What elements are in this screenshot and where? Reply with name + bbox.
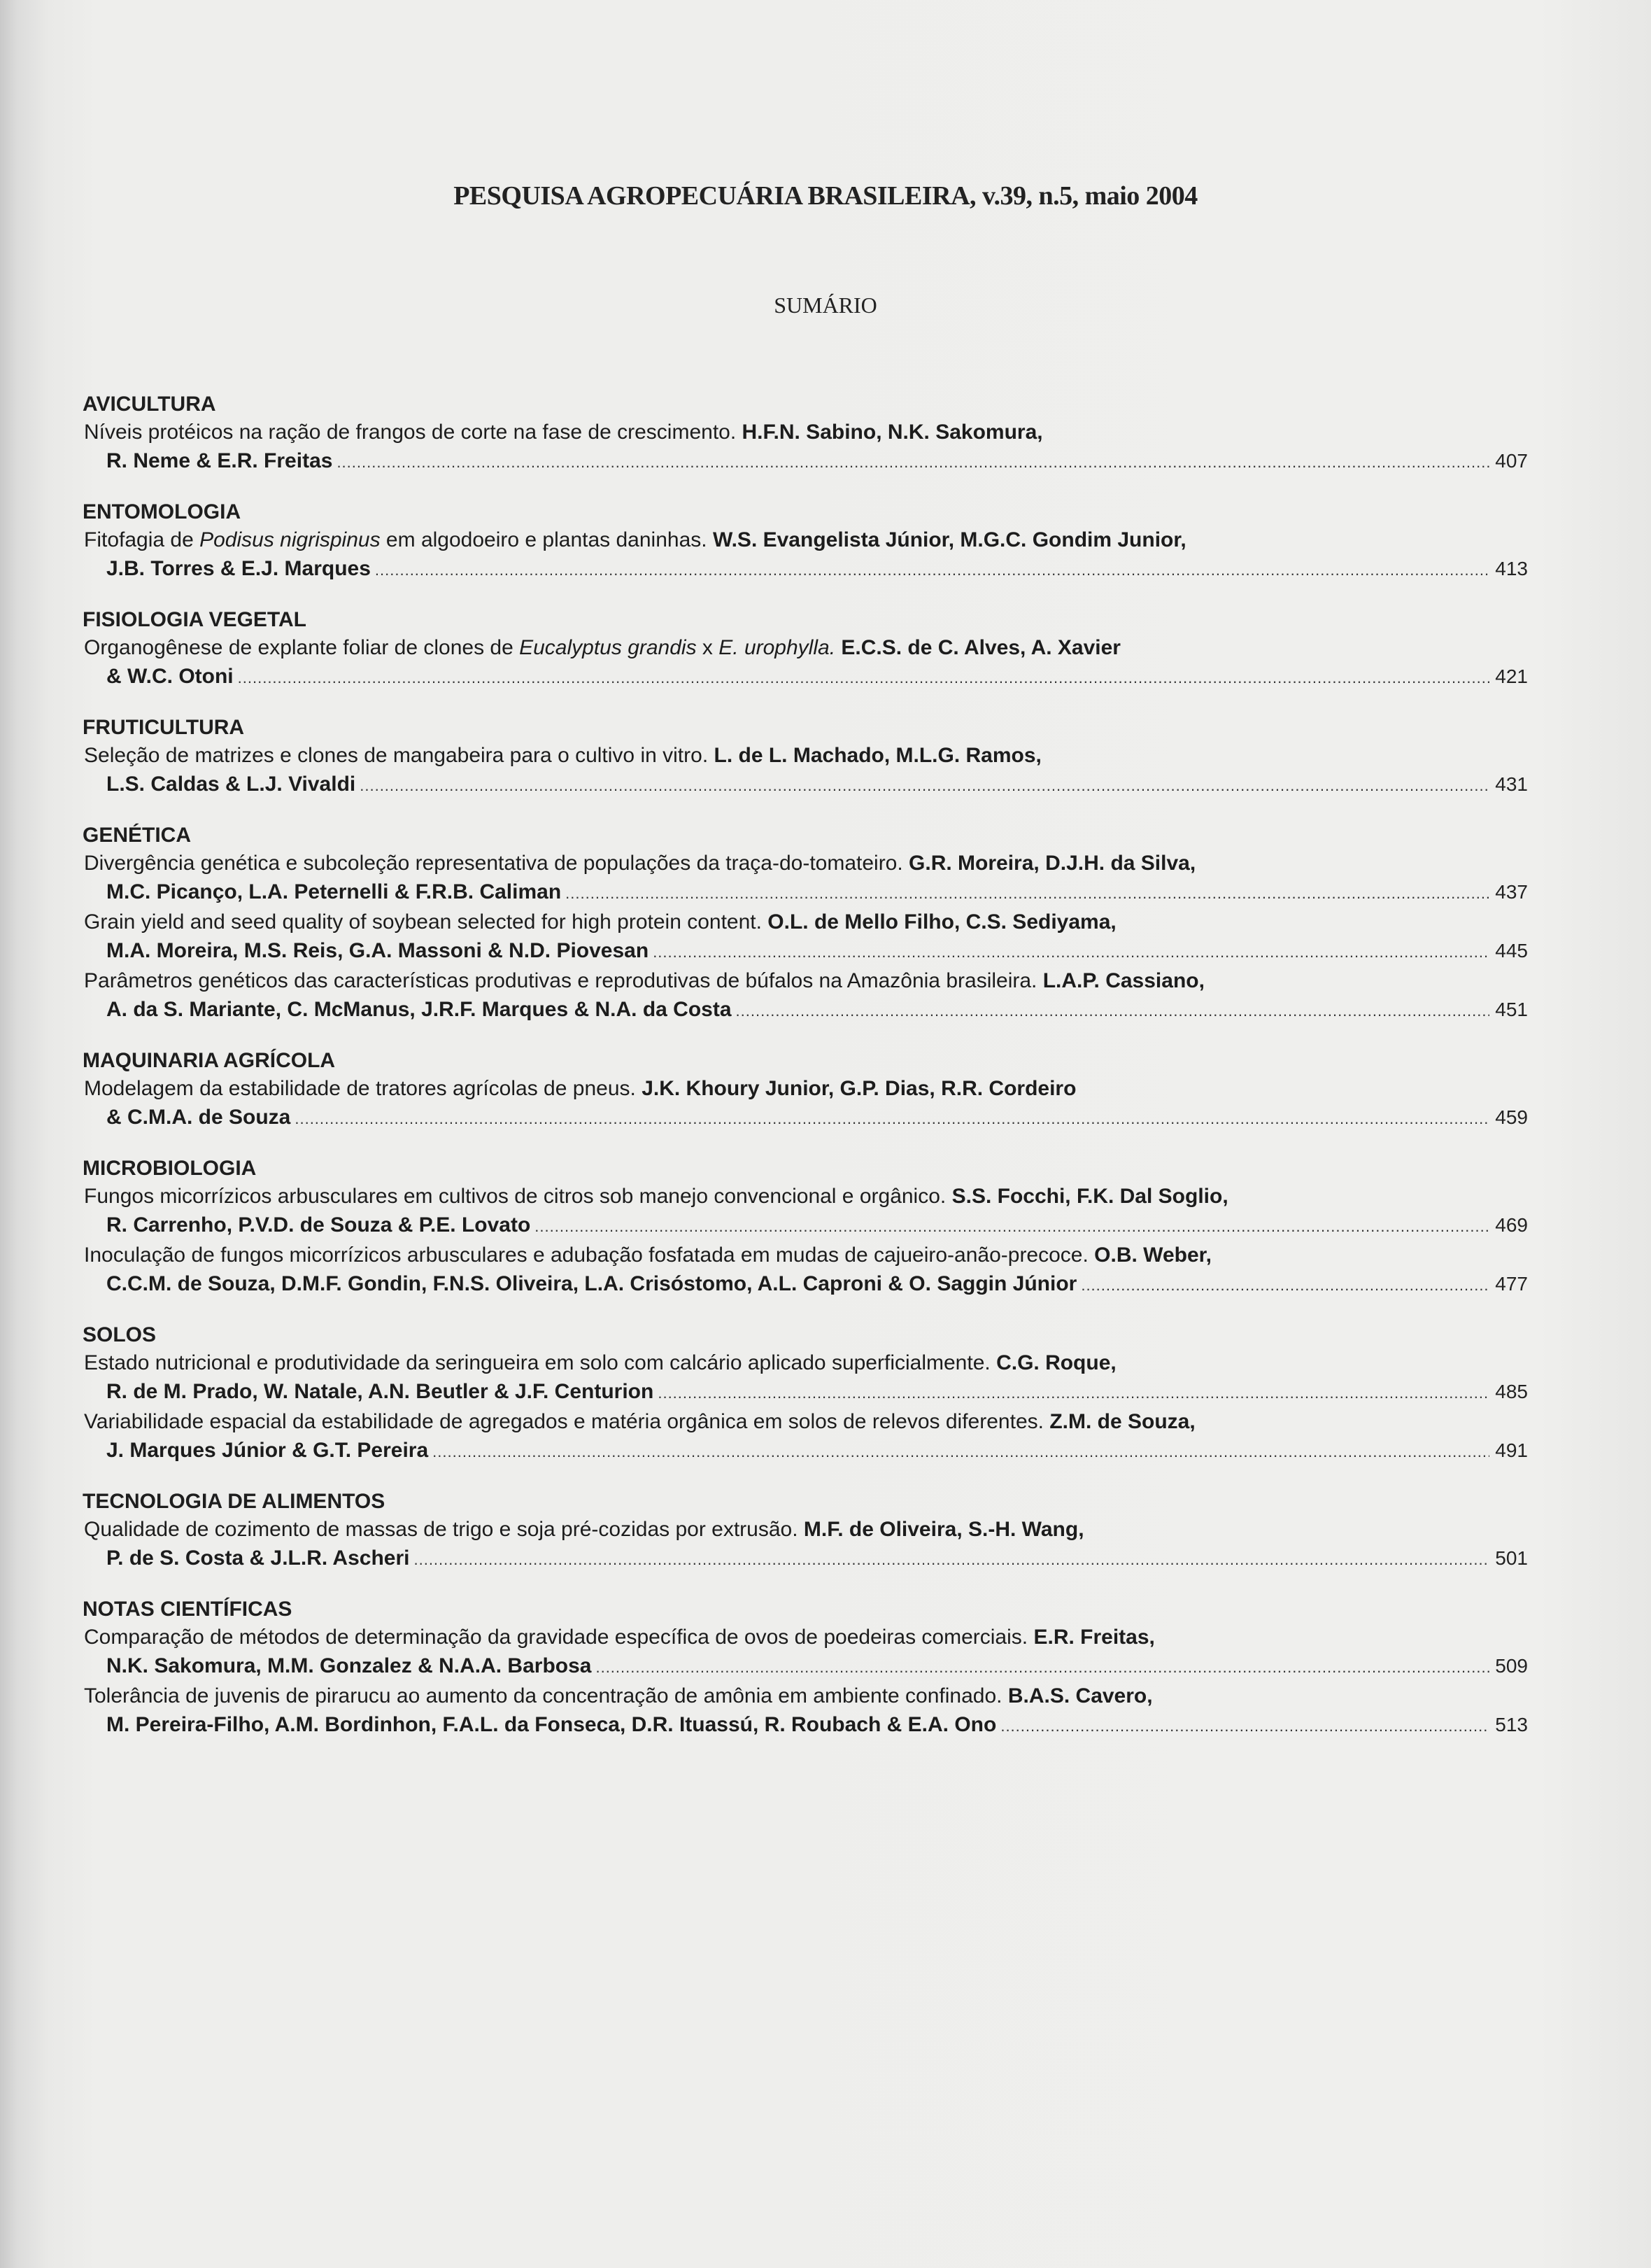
article-authors: M.F. de Oliveira, S.-H. Wang, [803,1518,1084,1541]
dot-leader [658,1379,1489,1407]
page-number: 431 [1495,773,1528,795]
toc-entry [83,1515,1528,1574]
toc-section [83,390,1528,477]
article-title: Fitofagia de [84,528,200,551]
toc-section [83,1155,1528,1299]
section-title: FISIOLOGIA VEGETAL [83,608,307,631]
dot-leader [295,1104,1489,1133]
toc-entry [83,849,1528,908]
dot-leader [595,1653,1489,1682]
article-authors-line [83,662,1528,692]
article-title-line [83,1241,1528,1269]
toc-section [83,1488,1528,1574]
article-title: Parâmetros genéticos das características produtivas e reprodutivas de búfalos na Amazônia brasileira. [84,969,1037,992]
article-authors-line [83,1103,1528,1133]
page-number: 421 [1495,665,1528,687]
section-title: NOTAS CIENTÍFICAS [83,1598,292,1621]
article-title-line [83,1074,1528,1103]
article-title-line [83,1682,1528,1710]
section-title: FRUTICULTURA [83,716,245,739]
article-title: Qualidade de cozimento de massas de trigo e soja pré-cozidas por extrusão. [84,1518,798,1541]
dot-leader [653,938,1489,966]
article-title: Divergência genética e subcoleção representativa de populações da traça-do-tomateiro. [84,852,903,875]
article-title-line [83,1623,1528,1651]
article-authors-line [83,446,1528,477]
article-authors: E.R. Freitas, [1033,1626,1155,1649]
toc-entry [83,908,1528,966]
article-authors: B.A.S. Cavero, [1007,1684,1153,1707]
dot-leader [238,663,1490,692]
article-authors-continued: R. Neme & E.R. Freitas [106,449,333,472]
section-title: TECNOLOGIA DE ALIMENTOS [83,1490,385,1513]
article-authors: Z.M. de Souza, [1049,1410,1196,1433]
dot-leader [432,1437,1489,1466]
article-title-line [83,908,1528,936]
article-authors-line [83,770,1528,800]
toc-section [83,1047,1528,1133]
article-authors-continued: & C.M.A. de Souza [106,1106,291,1129]
article-title-line [83,849,1528,878]
article-title-line [83,966,1528,995]
article-authors-continued: J. Marques Júnior & G.T. Pereira [106,1439,429,1462]
dot-leader [565,879,1489,908]
article-title: em algodoeiro e plantas daninhas. [380,528,707,551]
dot-leader [336,448,1489,477]
toc-section [83,1596,1528,1740]
article-title: x [696,636,719,659]
toc-section [83,606,1528,692]
article-authors-line [83,1436,1528,1466]
toc-entry [83,418,1528,477]
article-authors-line [83,1651,1528,1682]
page-number: 445 [1495,940,1528,962]
article-authors-continued: N.K. Sakomura, M.M. Gonzalez & N.A.A. Barbosa [106,1654,592,1677]
toc-section [83,1321,1528,1466]
page-number: 413 [1495,558,1528,579]
page-number: 477 [1495,1273,1528,1295]
article-authors: S.S. Focchi, F.K. Dal Soglio, [951,1185,1228,1208]
article-authors: E.C.S. de C. Alves, A. Xavier [841,636,1121,659]
section-title: ENTOMOLOGIA [83,500,241,523]
article-title-species: E. urophylla. [718,636,836,659]
article-title-line [83,418,1528,446]
toc-entry [83,741,1528,800]
dot-leader [375,556,1489,584]
article-authors-continued: R. Carrenho, P.V.D. de Souza & P.E. Lovato [106,1213,531,1237]
article-title: Seleção de matrizes e clones de mangabeira para o cultivo in vitro. [84,744,709,767]
article-authors-line [83,554,1528,584]
dot-leader [736,996,1490,1025]
section-title: MICROBIOLOGIA [83,1157,257,1180]
article-authors-line [83,1710,1528,1740]
article-authors-continued: & W.C. Otoni [106,665,234,688]
article-authors: W.S. Evangelista Júnior, M.G.C. Gondim Junior, [712,528,1186,551]
article-authors-line [83,1544,1528,1574]
dot-leader [360,771,1489,800]
toc-section [83,822,1528,1025]
article-authors: O.L. de Mello Filho, C.S. Sediyama, [767,910,1117,934]
toc-entry [83,966,1528,1025]
article-authors-continued: L.S. Caldas & L.J. Vivaldi [106,773,356,796]
article-authors: H.F.N. Sabino, N.K. Sakomura, [742,421,1043,444]
article-authors-continued: C.C.M. de Souza, D.M.F. Gondin, F.N.S. Oliveira, L.A. Crisóstomo, A.L. Caproni & O. Saggin Júnior [106,1272,1077,1295]
article-authors-line [83,936,1528,966]
page-number: 451 [1495,999,1528,1020]
article-authors-continued: M. Pereira-Filho, A.M. Bordinhon, F.A.L. da Fonseca, D.R. Ituassú, R. Roubach & E.A. Ono [106,1713,997,1736]
page-number: 469 [1495,1214,1528,1236]
article-authors: L. de L. Machado, M.L.G. Ramos, [714,744,1042,767]
page-number: 501 [1495,1547,1528,1569]
page-number: 407 [1495,450,1528,472]
table-of-contents [83,390,1528,1762]
page-number: 513 [1495,1714,1528,1735]
toc-entry [83,526,1528,584]
toc-entry [83,1182,1528,1241]
toc-entry [83,1074,1528,1133]
article-authors-line [83,1269,1528,1299]
toc-entry [83,633,1528,692]
page-number: 509 [1495,1655,1528,1677]
article-title: Inoculação de fungos micorrízicos arbusculares e adubação fosfatada em mudas de cajueiro-anão-precoce. [84,1244,1089,1267]
toc-section [83,498,1528,584]
article-title: Modelagem da estabilidade de tratores agrícolas de pneus. [84,1077,636,1100]
article-title-line [83,1515,1528,1544]
journal-title: PESQUISA AGROPECUÁRIA BRASILEIRA, v.39, n.5, maio 2004 [453,181,1198,211]
section-title: AVICULTURA [83,393,216,416]
article-authors: L.A.P. Cassiano, [1042,969,1205,992]
article-authors-continued: M.C. Picanço, L.A. Peternelli & F.R.B. Caliman [106,880,562,903]
toc-section [83,714,1528,800]
article-authors-line [83,878,1528,908]
article-title: Estado nutricional e produtividade da seringueira em solo com calcário aplicado superficialmente. [84,1351,991,1374]
article-title-species: Eucalyptus grandis [519,636,697,659]
dot-leader [1000,1712,1489,1740]
article-title: Tolerância de juvenis de pirarucu ao aumento da concentração de amônia em ambiente confinado. [84,1684,1002,1707]
section-title: GENÉTICA [83,824,192,847]
article-title-line [83,1407,1528,1436]
article-authors-line [83,995,1528,1025]
article-authors-line [83,1377,1528,1407]
page-number: 437 [1495,881,1528,903]
article-title-line [83,741,1528,770]
dot-leader [1081,1271,1489,1299]
article-authors-line [83,1211,1528,1241]
toc-entry [83,1348,1528,1407]
article-title-line [83,526,1528,554]
dot-leader [534,1212,1489,1241]
section-title: MAQUINARIA AGRÍCOLA [83,1049,336,1072]
article-title: Organogênese de explante foliar de clones de [84,636,520,659]
article-title-species: Podisus nigrispinus [199,528,381,551]
article-authors-continued: R. de M. Prado, W. Natale, A.N. Beutler & J.F. Centurion [106,1380,654,1403]
article-title: Níveis protéicos na ração de frangos de corte na fase de crescimento. [84,421,737,444]
article-authors-continued: J.B. Torres & E.J. Marques [106,557,371,580]
article-authors: J.K. Khoury Junior, G.P. Dias, R.R. Cordeiro [642,1077,1077,1100]
article-title: Variabilidade espacial da estabilidade de agregados e matéria orgânica em solos de relevos diferentes. [84,1410,1044,1433]
article-title: Grain yield and seed quality of soybean selected for high protein content. [84,910,762,934]
article-authors-continued: P. de S. Costa & J.L.R. Ascheri [106,1547,410,1570]
article-title: Comparação de métodos de determinação da gravidade específica de ovos de poedeiras comerciais. [84,1626,1028,1649]
article-authors: G.R. Moreira, D.J.H. da Silva, [909,852,1196,875]
page-number: 485 [1495,1381,1528,1402]
article-authors: C.G. Roque, [996,1351,1117,1374]
article-authors: O.B. Weber, [1094,1244,1212,1267]
article-title-line [83,1348,1528,1377]
page-number: 491 [1495,1439,1528,1461]
section-title: SOLOS [83,1323,157,1346]
dot-leader [413,1545,1489,1574]
toc-entry [83,1407,1528,1466]
summary-heading: SUMÁRIO [774,293,877,318]
article-title-line [83,633,1528,662]
article-authors-continued: M.A. Moreira, M.S. Reis, G.A. Massoni & N.D. Piovesan [106,939,649,962]
toc-entry [83,1623,1528,1682]
toc-entry [83,1241,1528,1299]
article-authors-continued: A. da S. Mariante, C. McManus, J.R.F. Marques & N.A. da Costa [106,998,732,1021]
page-number: 459 [1495,1106,1528,1128]
toc-entry [83,1682,1528,1740]
article-title-line [83,1182,1528,1211]
article-title: Fungos micorrízicos arbusculares em cultivos de citros sob manejo convencional e orgânico. [84,1185,947,1208]
